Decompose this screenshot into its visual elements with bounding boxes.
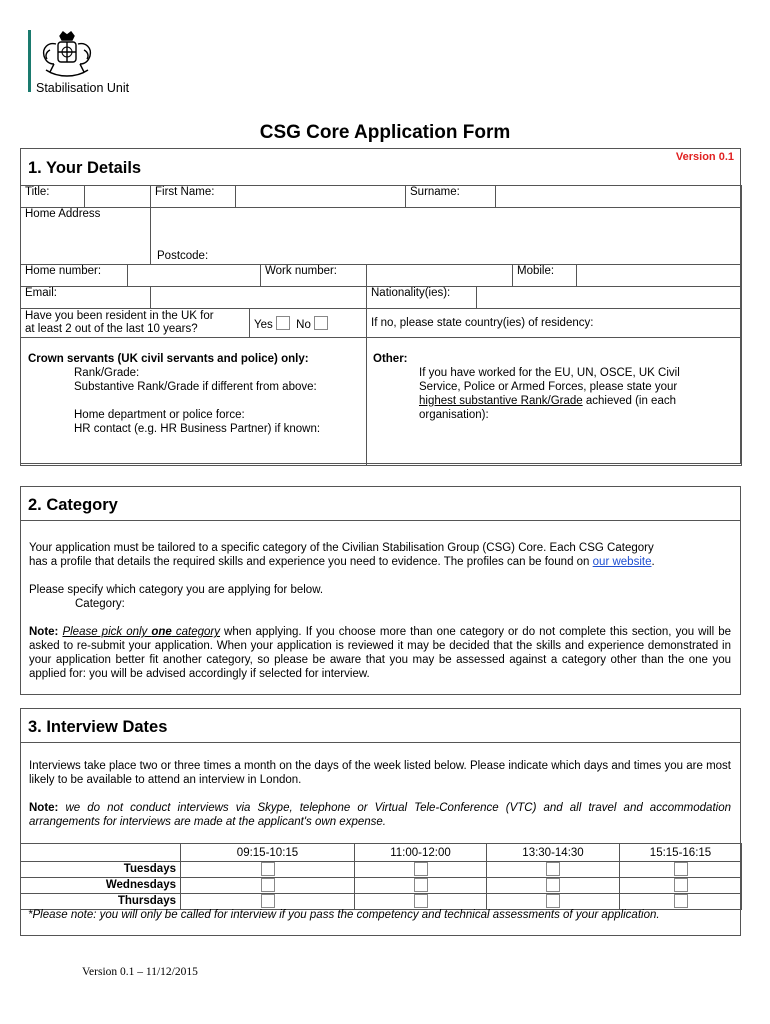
interview-schedule-table — [20, 843, 742, 910]
section-heading-category: 2. Category — [28, 496, 118, 514]
other-line3-rest: achieved (in each — [582, 395, 676, 407]
slot-checkbox[interactable] — [674, 862, 688, 876]
section-your-details — [20, 148, 741, 464]
crown-department-label: Home department or police force: — [74, 409, 245, 421]
slot-cell — [487, 862, 620, 878]
other-cell[interactable] — [367, 338, 742, 466]
home-address-label: Home Address — [21, 208, 151, 265]
interview-footnote: *Please note: you will only be called for interview if you pass the competency and technical assessments of your application. — [28, 909, 660, 921]
address-table — [20, 207, 742, 265]
slot-checkbox[interactable] — [546, 894, 560, 908]
org-name: Stabilisation Unit — [36, 81, 130, 95]
details-table — [20, 185, 742, 208]
resident-question-line2: at least 2 out of the last 10 years? — [25, 323, 198, 335]
slot-checkbox[interactable] — [414, 894, 428, 908]
home-number-label: Home number: — [21, 265, 128, 287]
nationality-label: Nationality(ies): — [367, 287, 477, 309]
slot-cell — [620, 862, 742, 878]
schedule-corner — [21, 844, 181, 862]
slot-checkbox[interactable] — [414, 862, 428, 876]
category-field-label[interactable]: Category: — [75, 598, 125, 610]
other-line1: If you have worked for the EU, UN, OSCE, UK Civil — [419, 367, 680, 379]
interview-note-text: we do not conduct interviews via Skype, telephone or Virtual Tele-Conference (VTC) and all travel and accommodation arrangements for interviews are made at the applicant's own expense. — [29, 802, 731, 828]
email-table — [20, 286, 742, 309]
home-address-field[interactable] — [151, 208, 742, 265]
note-underlined — [62, 626, 220, 638]
time-slot-header: 15:15-16:15 — [620, 844, 742, 862]
logo-accent-bar — [28, 30, 31, 92]
work-number-label: Work number: — [261, 265, 367, 287]
slot-cell — [487, 878, 620, 894]
phone-table — [20, 264, 742, 287]
note-u-bold: one — [151, 626, 172, 638]
residency-label: If no, please state country(ies) of residency: — [367, 309, 742, 338]
crown-servants-cell[interactable] — [21, 338, 367, 466]
other-line2: Service, Police or Armed Forces, please state your — [419, 381, 678, 393]
footer-version: Version 0.1 – 11/12/2015 — [82, 966, 198, 978]
first-name-label: First Name: — [151, 186, 236, 208]
version-label: Version 0.1 — [675, 151, 734, 163]
interview-intro: Interviews take place two or three times a month on the days of the week listed below. Please indicate which days and times you are most likely to be available to attend an interview in London. — [29, 760, 731, 786]
page-title: CSG Core Application Form — [259, 122, 511, 143]
note-u2: category — [171, 626, 220, 638]
slot-cell — [620, 878, 742, 894]
yes-checkbox[interactable] — [276, 316, 290, 330]
day-label: Thursdays — [21, 894, 181, 910]
section-heading-interview: 3. Interview Dates — [28, 718, 168, 736]
slot-cell — [355, 878, 487, 894]
other-heading: Other: — [373, 353, 408, 365]
surname-field[interactable] — [496, 186, 742, 208]
note-u1: Please pick only — [62, 626, 152, 638]
first-name-field[interactable] — [236, 186, 406, 208]
category-intro — [29, 541, 731, 681]
interview-note-label: Note: — [29, 802, 59, 814]
category-intro-line1: Your application must be tailored to a specific category of the Civilian Stabilisation Group (CSG) Core. Each CSG Category — [29, 542, 654, 554]
slot-checkbox[interactable] — [414, 878, 428, 892]
no-checkbox[interactable] — [314, 316, 328, 330]
slot-cell — [355, 862, 487, 878]
category-intro-text: has a profile that details the required skills and experience you need to evidence. The profiles can be found on — [29, 556, 593, 568]
crown-substantive-label: Substantive Rank/Grade if different from above: — [74, 381, 317, 393]
mobile-label: Mobile: — [513, 265, 577, 287]
divider — [20, 520, 741, 521]
time-slot-header: 11:00-12:00 — [355, 844, 487, 862]
other-line3 — [373, 394, 737, 408]
day-label: Tuesdays — [21, 862, 181, 878]
slot-checkbox[interactable] — [261, 894, 275, 908]
slot-checkbox[interactable] — [674, 894, 688, 908]
title-label: Title: — [21, 186, 85, 208]
note-rest: when applying. If you choose more than one category or do not complete this section, you will be asked to re-submit your application. When your application is reviewed it may be decided that the skills and experience demonstrated in your application better fit another category, so please be aware that you may be assessed against a category other than the one you applied for: you will be advised accordingly if selected for interview. — [29, 626, 731, 680]
employment-table — [20, 337, 742, 466]
category-intro-line2 — [29, 555, 731, 569]
section-interview-dates — [20, 708, 741, 936]
nationality-field[interactable] — [477, 287, 742, 309]
note-label: Note: — [29, 626, 59, 638]
category-intro-period: . — [651, 556, 655, 568]
day-label: Wednesdays — [21, 878, 181, 894]
other-line3-underlined: highest substantive Rank/Grade — [419, 395, 583, 407]
time-slot-header: 13:30-14:30 — [487, 844, 620, 862]
divider — [20, 742, 741, 743]
residency-table — [20, 308, 742, 338]
slot-checkbox[interactable] — [261, 862, 275, 876]
specify-category-text: Please specify which category you are applying for below. — [29, 584, 324, 596]
mobile-field[interactable] — [577, 265, 742, 287]
surname-label: Surname: — [406, 186, 496, 208]
no-label: No — [296, 318, 311, 331]
slot-checkbox[interactable] — [674, 878, 688, 892]
slot-cell — [181, 878, 355, 894]
slot-cell — [181, 862, 355, 878]
royal-crest-icon — [36, 30, 98, 80]
postcode-label: Postcode: — [157, 250, 209, 262]
category-note — [29, 625, 731, 681]
email-field[interactable] — [151, 287, 367, 309]
website-link[interactable]: our website — [592, 556, 652, 568]
slot-checkbox[interactable] — [261, 878, 275, 892]
stabilisation-unit-logo — [28, 30, 158, 98]
yes-label: Yes — [254, 318, 273, 331]
crown-heading: Crown servants (UK civil servants and police) only: — [28, 353, 309, 365]
other-line4: organisation): — [419, 409, 489, 421]
email-label: Email: — [21, 287, 151, 309]
section-category — [20, 486, 741, 695]
section-heading-details: 1. Your Details — [28, 159, 142, 177]
yes-no-cell — [250, 309, 367, 338]
home-number-field[interactable] — [128, 265, 261, 287]
work-number-field[interactable] — [367, 265, 513, 287]
slot-checkbox[interactable] — [546, 878, 560, 892]
title-field[interactable] — [85, 186, 151, 208]
resident-question-line1: Have you been resident in the UK for — [25, 310, 214, 322]
resident-question — [21, 309, 250, 338]
crown-rank-label: Rank/Grade: — [74, 367, 140, 379]
interview-note — [29, 801, 731, 829]
time-slot-header: 09:15-10:15 — [181, 844, 355, 862]
slot-checkbox[interactable] — [546, 862, 560, 876]
crown-hr-label: HR contact (e.g. HR Business Partner) if known: — [74, 423, 321, 435]
